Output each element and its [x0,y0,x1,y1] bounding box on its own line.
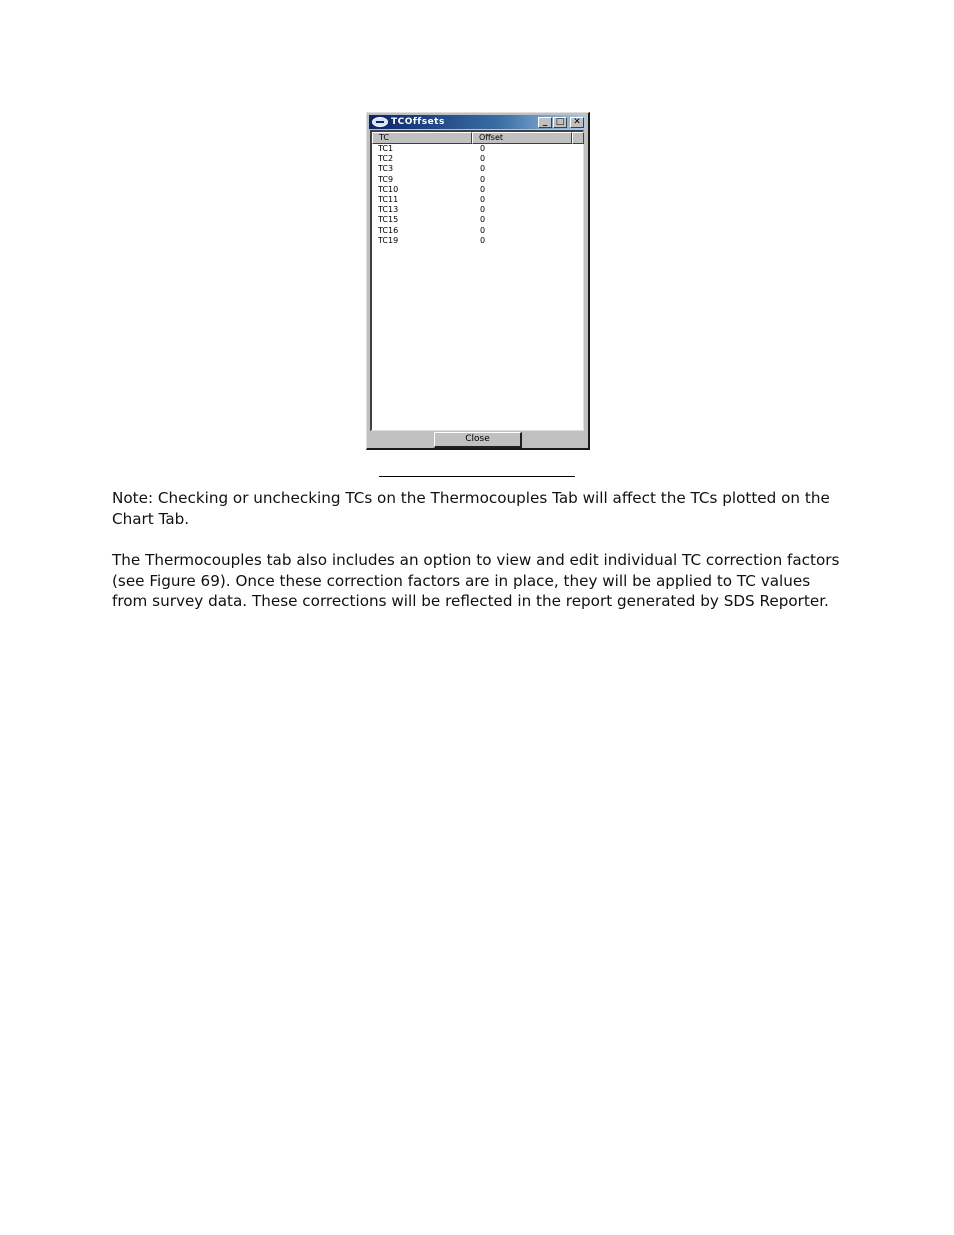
tc-name-cell: TC11 [378,194,399,204]
tc-offset-list[interactable] [370,130,584,431]
list-header [372,132,584,144]
offset-value-cell: 0 [480,205,486,215]
offset-value-cell: 0 [480,225,486,235]
offset-value-cell: 0 [480,154,486,164]
tc-name-cell: TC1 [378,144,394,153]
list-item[interactable] [372,236,582,246]
offset-value-cell: 0 [480,144,486,153]
minimize-button[interactable]: _ [538,117,552,128]
list-item[interactable] [372,154,582,164]
offset-value-cell: 0 [480,184,486,194]
note-paragraph: Note: Checking or unchecking TCs on the Thermocouples Tab will affect the TCs plotted on the Chart Tab. [112,489,830,528]
tc-name-cell: TC10 [378,184,399,194]
list-item[interactable] [372,175,582,185]
list-item[interactable] [372,185,582,195]
tcoffsets-window [366,112,590,450]
close-button[interactable]: Close [434,432,522,448]
column-header-tc[interactable]: TC [372,132,472,144]
list-item[interactable] [372,164,582,174]
tc-name-cell: TC19 [378,235,399,245]
body-paragraph: The Thermocouples tab also includes an option to view and edit individual TC correction factors (see Figure 69). Once these correction factors are in place, they will be applied to TC values from survey data. These corrections will be reflected in the report generated by SDS Reporter. [112,551,840,611]
title-bar[interactable] [369,115,586,129]
column-header-offset[interactable]: Offset [472,132,572,144]
list-item[interactable] [372,195,582,205]
column-header-filler [572,132,584,144]
tc-name-cell: TC9 [378,174,394,184]
tc-name-cell: TC2 [378,154,394,164]
close-window-button[interactable]: ✕ [570,117,584,128]
list-item[interactable] [372,215,582,225]
offset-value-cell: 0 [480,235,486,245]
offset-value-cell: 0 [480,164,486,174]
tc-name-cell: TC16 [378,225,399,235]
caption-rule [379,476,575,477]
list-item[interactable] [372,226,582,236]
maximize-button[interactable]: □ [553,117,567,128]
app-icon [372,117,388,127]
offset-value-cell: 0 [480,215,486,225]
tc-name-cell: TC13 [378,205,399,215]
tc-name-cell: TC15 [378,215,399,225]
offset-value-cell: 0 [480,174,486,184]
tc-name-cell: TC3 [378,164,394,174]
list-item[interactable] [372,205,582,215]
offset-value-cell: 0 [480,194,486,204]
list-rows [372,144,582,246]
list-item[interactable] [372,144,582,154]
window-title: TCOffsets [391,117,445,127]
